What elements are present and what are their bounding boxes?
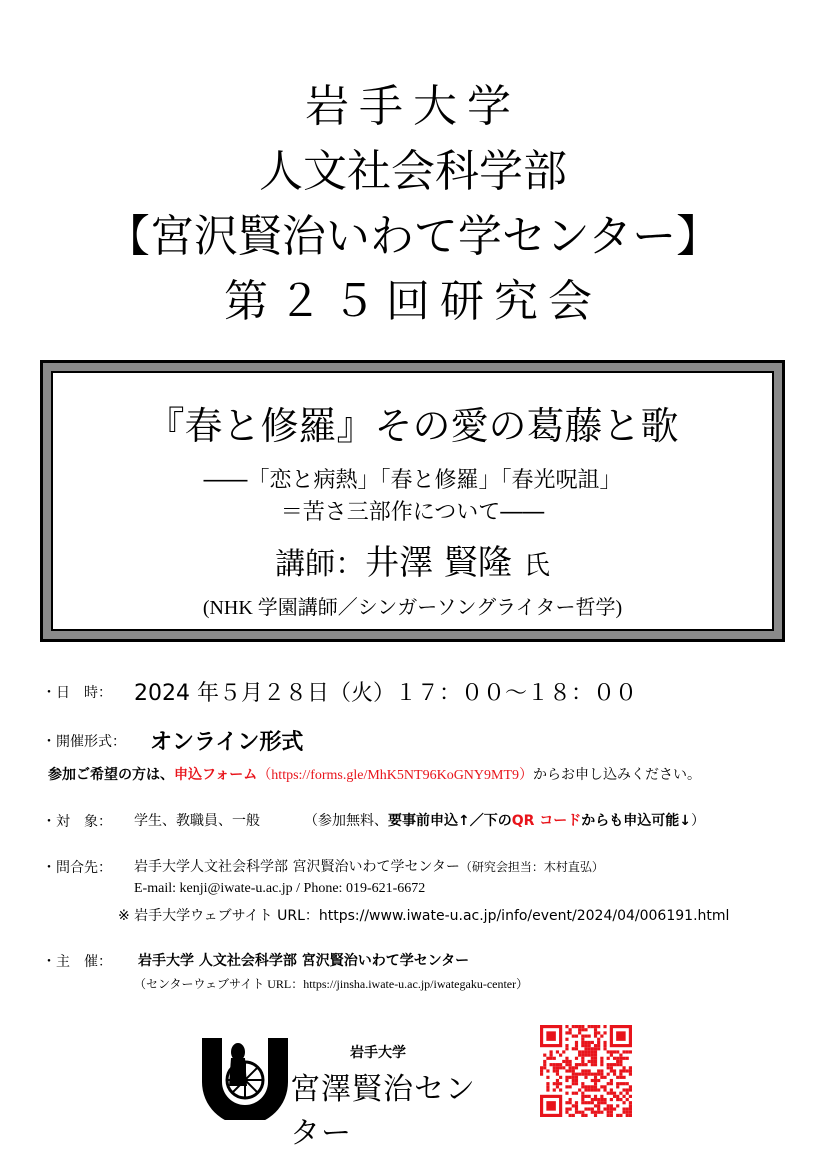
format-label: ・開催形式： — [42, 733, 126, 750]
apply-form-url[interactable]: （https://forms.gle/MhK5NT96KoGNY9MT9） — [257, 768, 534, 783]
audience-note-bold: 要事前申込↑／下の — [388, 813, 512, 829]
logo-small-text: 岩手大学 — [350, 1045, 406, 1061]
host-label: ・主 催： — [42, 954, 112, 970]
lecture-subtitle-1: ――「恋と病熱」「春と修羅」「春光呪詛」 — [203, 468, 622, 493]
format-note-suffix: からお申し込みください。 — [533, 767, 702, 783]
apply-form-link[interactable]: 申込フォーム — [174, 767, 258, 783]
format-note — [48, 764, 701, 784]
audience-note-prefix: （参加無料、 — [304, 813, 388, 829]
lecture-box — [40, 360, 785, 642]
center-logo-emblem-icon — [200, 1030, 290, 1120]
host-value: 岩手大学 人文社会科学部 宮沢賢治いわて学センター — [138, 953, 470, 969]
header-university: 岩手大学 — [305, 81, 521, 132]
lecture-subtitle-2: ＝苦さ三部作について―― — [280, 500, 545, 525]
lecturer-honorific: 氏 — [523, 551, 550, 581]
header-meeting: 第２５回研究会 — [224, 276, 602, 327]
center-logo — [200, 1030, 500, 1151]
audience-row — [42, 810, 705, 831]
audience-value: 学生、教職員、一般 — [134, 813, 260, 829]
lecturer-label: 講師： — [275, 547, 366, 582]
lecture-title: 『春と修羅』その愛の葛藤と歌 — [146, 404, 679, 448]
header-faculty: 人文社会科学部 — [259, 146, 567, 197]
datetime-value: 2024 年５月２８日（火）１７：００～１８：００ — [134, 681, 637, 706]
audience-note-qr: QR コード — [511, 813, 582, 829]
format-note-prefix: 参加ご希望の方は、 — [48, 767, 174, 783]
host-url: （センターウェブサイト URL：https://jinsha.iwate-u.ac.jp/iwategaku-center） — [134, 977, 529, 991]
contact-line1-note: （研究会担当：木村直弘） — [459, 860, 604, 874]
logo-main-text: 宮澤賢治センター — [290, 1072, 476, 1151]
audience-note-suffix: からも申込可能↓ — [581, 813, 692, 829]
format-value: オンライン形式 — [150, 730, 304, 755]
datetime-label: ・日 時： — [42, 684, 112, 701]
contact-line2: E-mail: kenji@iwate-u.ac.jp / Phone: 019-621-6672 — [134, 881, 426, 896]
contact-label: ・問合先： — [42, 860, 112, 876]
audience-label: ・対 象： — [42, 814, 112, 830]
datetime-row — [42, 676, 637, 707]
contact-row — [42, 856, 604, 877]
lecturer-line — [53, 535, 772, 584]
format-row — [42, 725, 303, 756]
host-row — [42, 950, 469, 971]
contact-line1: 岩手大学人文社会科学部 宮沢賢治いわて学センター — [134, 859, 460, 875]
header-center: 【宮沢賢治いわて学センター】 — [105, 211, 721, 262]
contact-line3: ※ 岩手大学ウェブサイト URL：https://www.iwate-u.ac.jp/info/event/2024/04/006191.html — [118, 908, 730, 924]
lecture-box-inner — [51, 371, 774, 631]
lecturer-affiliation: (NHK 学園講師／シンガーソングライター哲学) — [202, 597, 623, 619]
lecturer-name: 井澤 賢隆 — [365, 543, 512, 583]
qr-code-icon[interactable] — [540, 1025, 632, 1117]
audience-note-close: ） — [691, 813, 706, 829]
